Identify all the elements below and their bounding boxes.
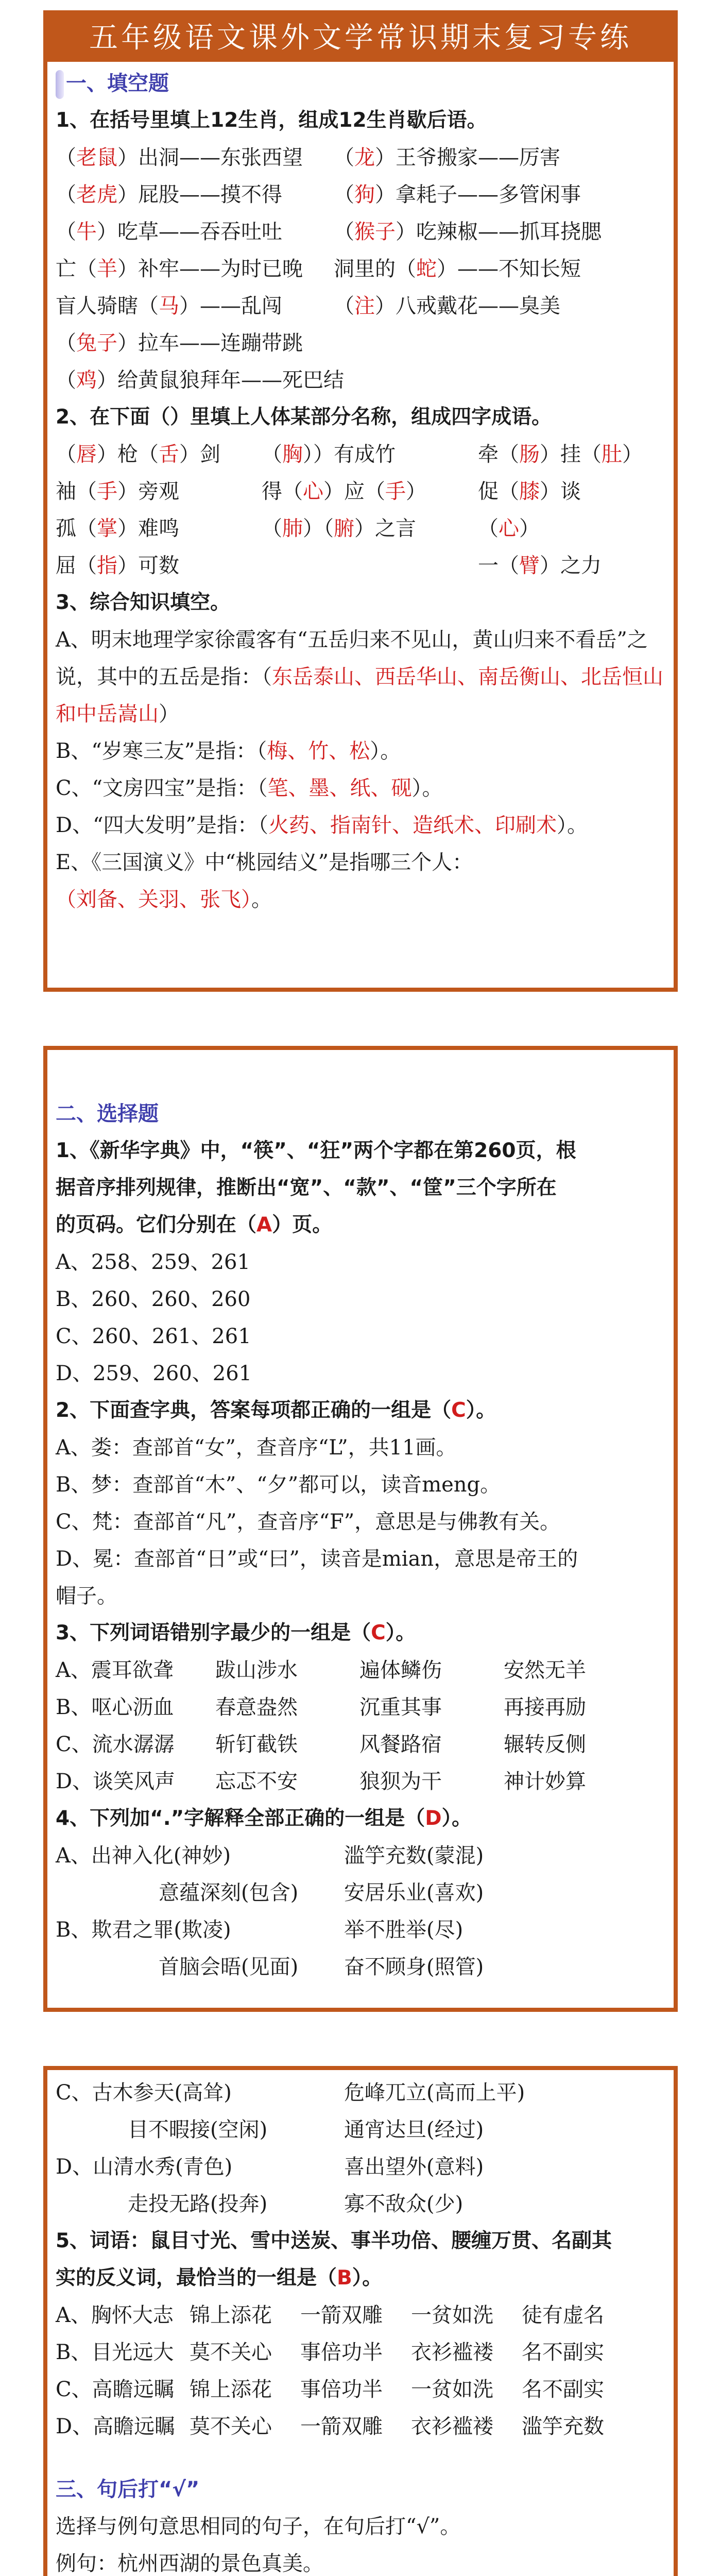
option: A、震耳欲聋 跋山涉水 遍体鳞伤 安然无羊 [56, 1658, 586, 1682]
example-sentence: 例句：杭州西湖的景色真美。 [56, 2552, 323, 2575]
option: A、出神入化(神妙) 滥竽充数(蒙混) [56, 1844, 484, 1868]
question: 4、下列加“.”字解释全部正确的一组是（D）。 [56, 1807, 472, 1830]
answer-row: （鸡）给黄鼠狼拜年——死巴结 [56, 368, 344, 392]
option: B、260、260、260 [56, 1287, 251, 1311]
answer-row: （刘备、关羽、张飞）。 [56, 888, 272, 911]
answer-row: B、“岁寒三友”是指：（梅、竹、松）。 [56, 739, 401, 763]
answer-row: E、《三国演义》中“桃园结义”是指哪三个人： [56, 851, 473, 874]
question: 1、在括号里填上12生肖，组成12生肖歇后语。 [56, 109, 487, 132]
answer-row: （牛）吃草——吞吞吐吐 （猴子）吃辣椒——抓耳挠腮 [56, 220, 602, 244]
answer-row: 屈（指）可数 一（臂）之力 [56, 554, 602, 578]
option: 帽子。 [56, 1584, 117, 1608]
section-heading: 一、填空题 [56, 65, 665, 102]
section-card-2 [43, 1046, 678, 2012]
section-card-3 [43, 2066, 678, 2576]
option: 走投无路(投奔) 寡不敌众(少) [128, 2192, 464, 2216]
answer-row: （兔子）拉车——连蹦带跳 [56, 331, 303, 355]
answer-paragraph: A、明末地理学家徐霞客有“五岳归来不见山，黄山归来不看岳”之说，其中的五岳是指：（东岳泰山、西岳华山、南岳衡山、北岳恒山和中岳嵩山） [56, 628, 663, 726]
section-heading: 三、句后打“√” [56, 2478, 200, 2501]
option: B、梦：查部首“木”、“夕”都可以，读音meng。 [56, 1473, 501, 1497]
answer-row: 袖（手）旁观 得（心）应（手） 促（膝）谈 [56, 480, 581, 503]
option: D、山清水秀(青色) 喜出望外(意料) [56, 2155, 484, 2179]
option: B、欺君之罪(欺凌) 举不胜举(尽) [56, 1918, 464, 1942]
answer-row: 亡（羊）补牢——为时已晚 洞里的（蛇）——不知长短 [56, 257, 581, 281]
question: 2、在下面（）里填上人体某部分名称，组成四字成语。 [56, 405, 552, 429]
option: A、258、259、261 [56, 1250, 250, 1274]
option: D、高瞻远瞩 莫不关心 一箭双雕 衣衫褴褛 滥竽充数 [56, 2415, 604, 2438]
section-card-1 [43, 10, 678, 992]
question: 5、词语：鼠目寸光、雪中送炭、事半功倍、腰缠万贯、名副其 [56, 2229, 612, 2252]
option: B、呕心沥血 春意盎然 沉重其事 再接再励 [56, 1696, 586, 1719]
answer-row: D、“四大发明”是指：（火药、指南针、造纸术、印刷术）。 [56, 814, 588, 837]
instruction: 选择与例句意思相同的句子，在句后打“√”。 [56, 2515, 461, 2538]
option: B、目光远大 莫不关心 事倍功半 衣衫褴褛 名不副实 [56, 2341, 604, 2364]
option: D、冕：查部首“日”或“曰”，读音是mian，意思是帝王的 [56, 1547, 578, 1571]
option: 首脑会晤(见面) 奋不顾身(照管) [159, 1955, 484, 1979]
question: 3、综合知识填空。 [56, 591, 231, 614]
bookmark-icon [56, 70, 64, 99]
answer-row: （唇）枪（舌）剑 （胸））有成竹 牵（肠）挂（肚） [56, 443, 643, 466]
option: 目不暇接(空闲) 通宵达旦(经过) [128, 2118, 484, 2142]
option: D、259、260、261 [56, 1362, 252, 1385]
page-title: 五年级语文课外文学常识期末复习专练 [47, 14, 674, 62]
question: 3、下列词语错别字最少的一组是（C）。 [56, 1621, 416, 1645]
option: D、谈笑风声 忘忑不安 狼狈为干 神计妙算 [56, 1770, 586, 1793]
option: C、流水潺潺 斩钉截铁 风餐路宿 辗转反侧 [56, 1733, 586, 1756]
answer-row: 孤（掌）难鸣 （肺）（腑）之言 （心） [56, 517, 540, 540]
question: 2、下面查字典，答案每项都正确的一组是（C）。 [56, 1399, 496, 1422]
option: A、娄：查部首“女”，查音序“L”，共11画。 [56, 1436, 457, 1460]
question: 1、《新华字典》中，“筷”、“狂”两个字都在第260页，根 [56, 1139, 576, 1162]
option: C、高瞻远瞩 锦上添花 事倍功半 一贫如洗 名不副实 [56, 2378, 604, 2401]
answer-row: 盲人骑瞎（马）——乱闯 （注）八戒戴花——臭美 [56, 294, 560, 318]
option: 意蕴深刻(包含) 安居乐业(喜欢) [159, 1881, 484, 1905]
question: 据音序排列规律，推断出“宽”、“款”、“筐”三个字所在 [56, 1176, 557, 1199]
option: C、梵：查部首“凡”，查音序“F”，意思是与佛教有关。 [56, 1510, 561, 1534]
section-heading: 二、选择题 [56, 1102, 159, 1126]
option: A、胸怀大志 锦上添花 一箭双雕 一贫如洗 徒有虚名 [56, 2303, 604, 2327]
option: C、260、261、261 [56, 1325, 251, 1348]
answer-row: C、“文房四宝”是指：（笔、墨、纸、砚）。 [56, 776, 443, 800]
question: 实的反义词，最恰当的一组是（B）。 [56, 2266, 383, 2290]
option: C、古木参天(高耸) 危峰兀立(高而上平) [56, 2081, 525, 2105]
question: 的页码。它们分别在（A）页。 [56, 1213, 333, 1236]
answer-row: （老虎）屁股——摸不得 （狗）拿耗子——多管闲事 [56, 183, 581, 207]
answer-row: （老鼠）出洞——东张西望 （龙）王爷搬家——厉害 [56, 146, 560, 170]
